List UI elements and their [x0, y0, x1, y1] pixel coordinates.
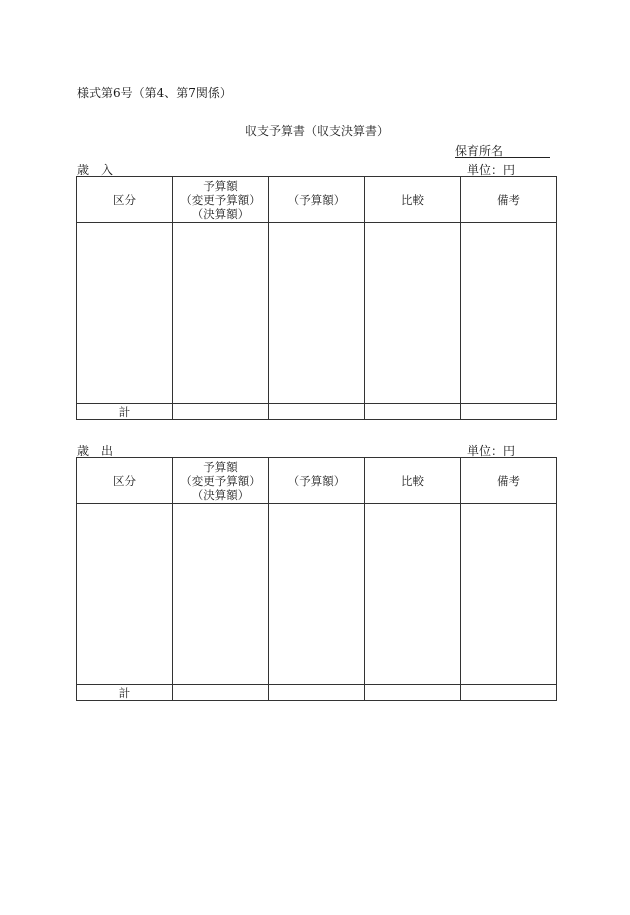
col-header-comparison: 比較: [365, 458, 461, 504]
col-header-remarks: 備考: [461, 177, 557, 223]
col-header-prev-budget: （予算額）: [269, 177, 365, 223]
col-header-comparison: 比較: [365, 177, 461, 223]
expense-total-row: [77, 685, 557, 701]
income-comparison-cell[interactable]: [365, 223, 461, 404]
col-header-budget: [173, 458, 269, 504]
expense-unit-label: 単位：円: [467, 444, 516, 458]
expense-category-cell[interactable]: [77, 504, 173, 685]
income-total-prev-budget-cell[interactable]: [269, 404, 365, 420]
budget-header-line: 予算額: [203, 178, 238, 193]
col-header-category: 区分: [77, 458, 173, 504]
expense-budget-cell[interactable]: [173, 504, 269, 685]
revised-budget-header-line: （変更予算額）: [180, 192, 261, 207]
revised-budget-header-line: （変更予算額）: [180, 473, 261, 488]
col-header-category: 区分: [77, 177, 173, 223]
form-number: 様式第6号（第4、第7関係）: [77, 86, 232, 100]
expense-total-remarks-cell[interactable]: [461, 685, 557, 701]
income-total-remarks-cell[interactable]: [461, 404, 557, 420]
settlement-header-line: （決算額）: [191, 487, 250, 502]
facility-name-field[interactable]: 保育所名: [455, 142, 550, 158]
expense-prev-budget-cell[interactable]: [269, 504, 365, 685]
income-total-budget-cell[interactable]: [173, 404, 269, 420]
income-section-label: 歳 入: [77, 163, 114, 177]
income-body-row: [77, 223, 557, 404]
expense-body-row: [77, 504, 557, 685]
expense-total-comparison-cell[interactable]: [365, 685, 461, 701]
col-header-prev-budget: （予算額）: [269, 458, 365, 504]
income-unit-label: 単位：円: [467, 163, 516, 177]
document-title: 収支予算書（収支決算書）: [244, 124, 389, 138]
expense-total-prev-budget-cell[interactable]: [269, 685, 365, 701]
income-header-row: [77, 177, 557, 223]
income-category-cell[interactable]: [77, 223, 173, 404]
income-total-label: 計: [77, 404, 173, 420]
expense-total-budget-cell[interactable]: [173, 685, 269, 701]
income-prev-budget-cell[interactable]: [269, 223, 365, 404]
income-total-comparison-cell[interactable]: [365, 404, 461, 420]
expense-header-row: [77, 458, 557, 504]
budget-header-line: 予算額: [203, 459, 238, 474]
col-header-remarks: 備考: [461, 458, 557, 504]
income-budget-cell[interactable]: [173, 223, 269, 404]
expense-comparison-cell[interactable]: [365, 504, 461, 685]
income-total-row: [77, 404, 557, 420]
income-table: [76, 176, 557, 420]
col-header-budget: [173, 177, 269, 223]
expense-section-label: 歳 出: [77, 444, 114, 458]
expense-table: [76, 457, 557, 701]
settlement-header-line: （決算額）: [191, 206, 250, 221]
income-remarks-cell[interactable]: [461, 223, 557, 404]
expense-total-label: 計: [77, 685, 173, 701]
expense-remarks-cell[interactable]: [461, 504, 557, 685]
